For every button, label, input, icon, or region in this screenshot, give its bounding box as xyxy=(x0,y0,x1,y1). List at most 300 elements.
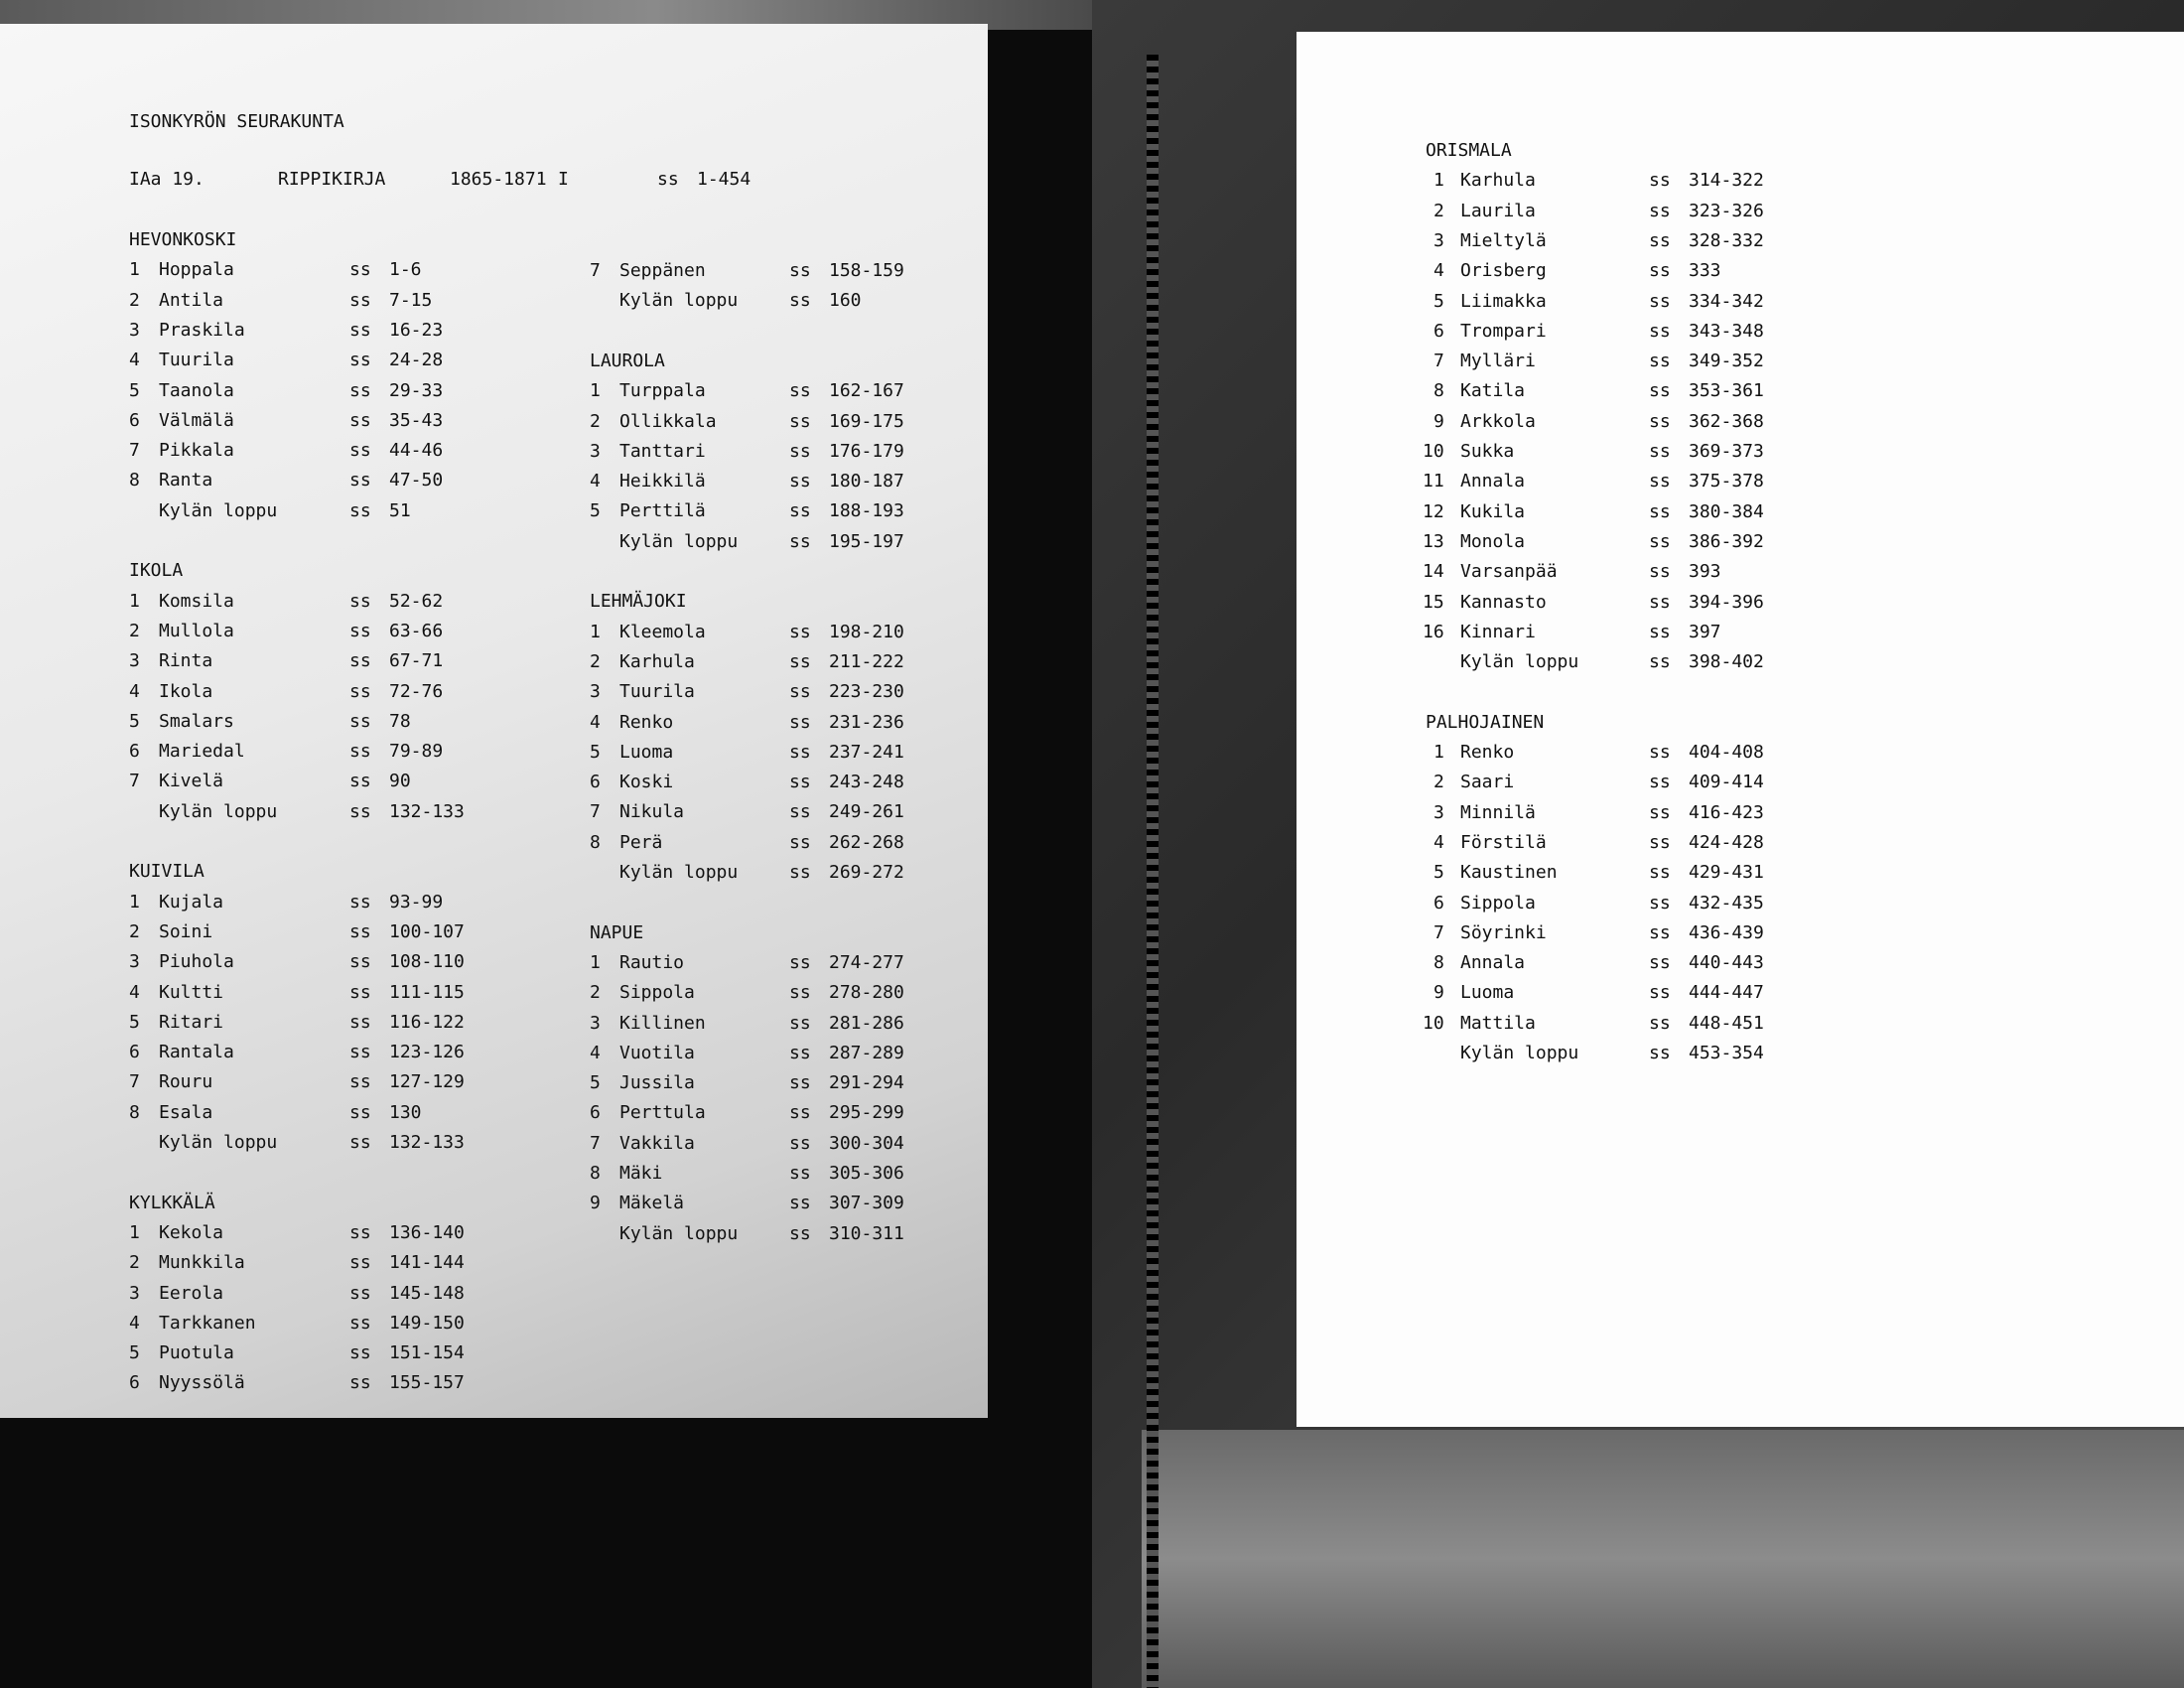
entry-number: 12 xyxy=(1423,500,1444,522)
volume-code: IAa 19. xyxy=(129,169,205,190)
pages-prefix: ss xyxy=(349,1312,371,1334)
pages-prefix: ss xyxy=(349,620,371,641)
entry-number: 3 xyxy=(590,440,601,462)
farm-name: Sippola xyxy=(1460,892,1536,914)
pages-prefix: ss xyxy=(1649,229,1671,251)
pages-prefix: ss xyxy=(789,290,811,312)
book-volume: I xyxy=(558,169,569,190)
pages-prefix: ss xyxy=(349,680,371,702)
page-range: 349-352 xyxy=(1689,351,1764,372)
farm-name: Karhula xyxy=(619,650,695,672)
farm-name: Kinnari xyxy=(1460,621,1536,642)
farm-name: Heikkilä xyxy=(619,471,706,492)
farm-name: Kylän loppu xyxy=(1460,651,1579,673)
page-range: 67-71 xyxy=(389,650,444,672)
farm-name: Kultti xyxy=(159,981,224,1003)
farm-name: Taanola xyxy=(159,379,234,401)
entry-number: 7 xyxy=(590,260,601,281)
page-range: 380-384 xyxy=(1689,500,1764,522)
village-heading: HEVONKOSKI xyxy=(129,229,237,250)
pages-prefix: ss xyxy=(789,471,811,492)
pages-prefix: ss xyxy=(349,499,371,521)
page-range: 180-187 xyxy=(829,471,904,492)
page-range: 24-28 xyxy=(389,350,444,371)
farm-name: Esala xyxy=(159,1101,213,1123)
page-range: 307-309 xyxy=(829,1193,904,1214)
page-range: 334-342 xyxy=(1689,290,1764,312)
page-range: 287-289 xyxy=(829,1042,904,1063)
farm-name: Liimakka xyxy=(1460,290,1547,312)
entry-number: 3 xyxy=(129,1282,140,1304)
page-range: 453-354 xyxy=(1689,1043,1764,1063)
farm-name: Vakkila xyxy=(619,1132,695,1154)
entry-number: 6 xyxy=(129,409,140,431)
entry-number: 4 xyxy=(1433,260,1444,282)
entry-number: 2 xyxy=(590,982,601,1004)
page-range: 362-368 xyxy=(1689,410,1764,432)
page-range: 108-110 xyxy=(389,951,465,973)
pages-prefix: ss xyxy=(789,1163,811,1184)
page-range: 29-33 xyxy=(389,379,444,401)
page-range: 7-15 xyxy=(389,289,433,311)
farm-name: Soini xyxy=(159,920,213,942)
entry-number: 3 xyxy=(129,319,140,341)
farm-name: Koski xyxy=(619,772,674,793)
farm-name: Katila xyxy=(1460,380,1526,402)
binding-spine xyxy=(1147,55,1159,1688)
entry-number: 6 xyxy=(129,741,140,763)
entry-number: 15 xyxy=(1423,591,1444,613)
farm-name: Luoma xyxy=(1460,982,1515,1004)
farm-name: Mylläri xyxy=(1460,351,1536,372)
farm-name: Praskila xyxy=(159,319,245,341)
farm-name: Kylän loppu xyxy=(1460,1043,1579,1063)
pages-prefix: ss xyxy=(789,951,811,973)
entry-number: 3 xyxy=(590,1012,601,1034)
page-range: 333 xyxy=(1689,260,1721,282)
page-range: 328-332 xyxy=(1689,229,1764,251)
entry-number: 6 xyxy=(1433,892,1444,914)
page-range: 158-159 xyxy=(829,260,904,281)
page-range: 1-6 xyxy=(389,259,422,281)
page-range: 176-179 xyxy=(829,440,904,462)
farm-name: Tanttari xyxy=(619,440,706,462)
pages-prefix: ss xyxy=(789,772,811,793)
farm-name: Munkkila xyxy=(159,1252,245,1274)
entry-number: 10 xyxy=(1423,441,1444,462)
farm-name: Turppala xyxy=(619,380,706,402)
pages-prefix: ss xyxy=(1649,441,1671,462)
entry-number: 6 xyxy=(129,1372,140,1394)
page-range: 269-272 xyxy=(829,862,904,883)
page-range: 160 xyxy=(829,290,862,312)
pages-prefix: ss xyxy=(789,1102,811,1124)
farm-name: Arkkola xyxy=(1460,410,1536,432)
page-range: 398-402 xyxy=(1689,651,1764,673)
village-heading: KYLKKÄLÄ xyxy=(129,1192,215,1213)
pages-prefix: ss xyxy=(1649,831,1671,853)
farm-name: Mäkelä xyxy=(619,1193,685,1214)
entry-number: 5 xyxy=(1433,862,1444,884)
farm-name: Kylän loppu xyxy=(159,1132,278,1153)
page-range: 72-76 xyxy=(389,680,444,702)
page-range: 149-150 xyxy=(389,1312,465,1334)
farm-name: Laurila xyxy=(1460,200,1536,221)
farm-name: Ritari xyxy=(159,1011,224,1033)
pages-prefix: ss xyxy=(349,891,371,913)
entry-number: 5 xyxy=(590,1072,601,1094)
entry-number: 1 xyxy=(1433,742,1444,763)
pages-prefix: ss xyxy=(1649,260,1671,282)
pages-prefix: ss xyxy=(789,681,811,703)
entry-number: 13 xyxy=(1423,530,1444,552)
page-range: 51 xyxy=(389,499,411,521)
page-range: 278-280 xyxy=(829,982,904,1004)
background-bottom-right xyxy=(1142,1430,2184,1688)
page-range: 424-428 xyxy=(1689,831,1764,853)
page-range: 132-133 xyxy=(389,1132,465,1153)
village-heading: LEHMÄJOKI xyxy=(590,591,687,613)
pages-prefix: ss xyxy=(1649,351,1671,372)
page-range: 35-43 xyxy=(389,409,444,431)
pages-prefix: ss xyxy=(1649,200,1671,221)
farm-name: Sukka xyxy=(1460,441,1515,462)
pages-prefix: ss xyxy=(789,801,811,823)
farm-name: Minnilä xyxy=(1460,801,1536,823)
entry-number: 4 xyxy=(590,471,601,492)
entry-number: 6 xyxy=(129,1042,140,1063)
farm-name: Perttilä xyxy=(619,500,706,522)
entry-number: 1 xyxy=(129,259,140,281)
page-range: 300-304 xyxy=(829,1132,904,1154)
book-pages: 1-454 xyxy=(697,169,751,190)
page-range: 90 xyxy=(389,771,411,792)
farm-name: Varsanpää xyxy=(1460,561,1558,583)
farm-name: Kylän loppu xyxy=(619,290,739,312)
pages-prefix: ss xyxy=(349,1042,371,1063)
pages-prefix: ss xyxy=(1649,892,1671,914)
page-range: 375-378 xyxy=(1689,471,1764,492)
entry-number: 3 xyxy=(129,650,140,672)
farm-name: Jussila xyxy=(619,1072,695,1094)
farm-name: Mieltylä xyxy=(1460,229,1547,251)
pages-prefix: ss xyxy=(1649,651,1671,673)
page-range: 141-144 xyxy=(389,1252,465,1274)
pages-prefix: ss xyxy=(1649,591,1671,613)
page-range: 188-193 xyxy=(829,500,904,522)
pages-prefix: ss xyxy=(349,1071,371,1093)
pages-prefix: ss xyxy=(349,470,371,492)
pages-prefix: ss xyxy=(789,1222,811,1244)
village-heading: PALHOJAINEN xyxy=(1426,711,1545,733)
entry-number: 9 xyxy=(590,1193,601,1214)
farm-name: Pikkala xyxy=(159,440,234,462)
pages-prefix: ss xyxy=(1649,742,1671,763)
farm-name: Renko xyxy=(1460,742,1515,763)
farm-name: Antila xyxy=(159,289,224,311)
entry-number: 5 xyxy=(129,1342,140,1364)
pages-prefix: ss xyxy=(789,862,811,883)
entry-number: 7 xyxy=(590,801,601,823)
page-range: 130 xyxy=(389,1101,422,1123)
entry-number: 5 xyxy=(590,741,601,763)
entry-number: 1 xyxy=(590,951,601,973)
page-range: 409-414 xyxy=(1689,772,1764,793)
pages-prefix: ss xyxy=(349,951,371,973)
page-range: 155-157 xyxy=(389,1372,465,1394)
entry-number: 8 xyxy=(129,470,140,492)
village-heading: KUIVILA xyxy=(129,861,205,883)
pages-prefix: ss xyxy=(789,410,811,432)
pages-prefix: ss xyxy=(349,319,371,341)
pages-prefix: ss xyxy=(1649,471,1671,492)
page-range: 44-46 xyxy=(389,440,444,462)
entry-number: 16 xyxy=(1423,621,1444,642)
pages-prefix: ss xyxy=(1649,621,1671,642)
entry-number: 2 xyxy=(590,650,601,672)
pages-prefix: ss xyxy=(349,440,371,462)
pages-prefix: ss xyxy=(1649,801,1671,823)
pages-prefix: ss xyxy=(789,530,811,552)
page-range: 111-115 xyxy=(389,981,465,1003)
farm-name: Rantala xyxy=(159,1042,234,1063)
pages-prefix: ss xyxy=(349,741,371,763)
entry-number: 6 xyxy=(590,772,601,793)
entry-number: 3 xyxy=(590,681,601,703)
entry-number: 8 xyxy=(1433,952,1444,974)
page-range: 394-396 xyxy=(1689,591,1764,613)
pages-prefix: ss xyxy=(789,650,811,672)
page-range: 432-435 xyxy=(1689,892,1764,914)
page-range: 237-241 xyxy=(829,741,904,763)
entry-number: 4 xyxy=(590,711,601,733)
pages-prefix: ss xyxy=(1649,290,1671,312)
page-range: 369-373 xyxy=(1689,441,1764,462)
page-range: 195-197 xyxy=(829,530,904,552)
entry-number: 2 xyxy=(129,1252,140,1274)
entry-number: 9 xyxy=(1433,982,1444,1004)
page-range: 314-322 xyxy=(1689,170,1764,192)
entry-number: 6 xyxy=(1433,320,1444,342)
pages-prefix: ss xyxy=(349,1132,371,1153)
farm-name: Annala xyxy=(1460,952,1526,974)
farm-name: Vuotila xyxy=(619,1042,695,1063)
pages-prefix: ss xyxy=(349,590,371,612)
page-range: 243-248 xyxy=(829,772,904,793)
pages-prefix: ss xyxy=(1649,921,1671,943)
entry-number: 1 xyxy=(590,621,601,642)
farm-name: Eerola xyxy=(159,1282,224,1304)
book-years: 1865-1871 xyxy=(450,169,547,190)
pages-prefix: ss xyxy=(789,711,811,733)
farm-name: Killinen xyxy=(619,1012,706,1034)
farm-name: Saari xyxy=(1460,772,1515,793)
entry-number: 2 xyxy=(129,289,140,311)
entry-number: 5 xyxy=(129,1011,140,1033)
village-heading: IKOLA xyxy=(129,560,184,582)
farm-name: Mäki xyxy=(619,1163,663,1184)
page-range: 136-140 xyxy=(389,1221,465,1243)
pages-prefix: ss xyxy=(789,440,811,462)
farm-name: Mattila xyxy=(1460,1012,1536,1034)
village-heading: ORISMALA xyxy=(1426,140,1512,161)
page-range: 231-236 xyxy=(829,711,904,733)
entry-number: 7 xyxy=(129,1071,140,1093)
farm-name: Rouru xyxy=(159,1071,213,1093)
pages-prefix: ss xyxy=(349,1101,371,1123)
entry-number: 7 xyxy=(590,1132,601,1154)
entry-number: 4 xyxy=(129,1312,140,1334)
entry-number: 8 xyxy=(590,1163,601,1184)
pages-prefix: ss xyxy=(1649,170,1671,192)
pages-prefix: ss xyxy=(657,169,679,190)
farm-name: Perttula xyxy=(619,1102,706,1124)
farm-name: Tuurila xyxy=(619,681,695,703)
entry-number: 3 xyxy=(129,951,140,973)
pages-prefix: ss xyxy=(789,741,811,763)
page-range: 127-129 xyxy=(389,1071,465,1093)
entry-number: 1 xyxy=(129,590,140,612)
farm-name: Kleemola xyxy=(619,621,706,642)
page-range: 262-268 xyxy=(829,831,904,853)
pages-prefix: ss xyxy=(1649,530,1671,552)
pages-prefix: ss xyxy=(1649,862,1671,884)
entry-number: 7 xyxy=(1433,351,1444,372)
pages-prefix: ss xyxy=(349,379,371,401)
farm-name: Kylän loppu xyxy=(159,499,278,521)
farm-name: Förstilä xyxy=(1460,831,1547,853)
farm-name: Kylän loppu xyxy=(619,862,739,883)
parish-title: ISONKYRÖN SEURAKUNTA xyxy=(129,111,344,132)
farm-name: Nikula xyxy=(619,801,685,823)
page-range: 249-261 xyxy=(829,801,904,823)
page-range: 291-294 xyxy=(829,1072,904,1094)
farm-name: Smalars xyxy=(159,710,234,732)
entry-number: 4 xyxy=(129,680,140,702)
entry-number: 2 xyxy=(590,410,601,432)
page-range: 123-126 xyxy=(389,1042,465,1063)
pages-prefix: ss xyxy=(1649,380,1671,402)
farm-name: Seppänen xyxy=(619,260,706,281)
entry-number: 5 xyxy=(590,500,601,522)
pages-prefix: ss xyxy=(349,259,371,281)
page-range: 436-439 xyxy=(1689,921,1764,943)
page-range: 52-62 xyxy=(389,590,444,612)
entry-number: 8 xyxy=(590,831,601,853)
book-type: RIPPIKIRJA xyxy=(278,169,386,190)
pages-prefix: ss xyxy=(349,1221,371,1243)
pages-prefix: ss xyxy=(349,1011,371,1033)
entry-number: 7 xyxy=(129,771,140,792)
page-range: 404-408 xyxy=(1689,742,1764,763)
farm-name: Söyrinki xyxy=(1460,921,1547,943)
page-range: 100-107 xyxy=(389,920,465,942)
page-range: 116-122 xyxy=(389,1011,465,1033)
pages-prefix: ss xyxy=(1649,952,1671,974)
page-range: 223-230 xyxy=(829,681,904,703)
page-range: 151-154 xyxy=(389,1342,465,1364)
entry-number: 10 xyxy=(1423,1012,1444,1034)
pages-prefix: ss xyxy=(349,650,371,672)
pages-prefix: ss xyxy=(1649,772,1671,793)
farm-name: Kylän loppu xyxy=(619,1222,739,1244)
page-range: 169-175 xyxy=(829,410,904,432)
entry-number: 14 xyxy=(1423,561,1444,583)
farm-name: Annala xyxy=(1460,471,1526,492)
page-range: 323-326 xyxy=(1689,200,1764,221)
entry-number: 2 xyxy=(1433,772,1444,793)
village-heading: NAPUE xyxy=(590,921,644,943)
entry-number: 5 xyxy=(129,379,140,401)
village-heading: LAUROLA xyxy=(590,350,665,371)
entry-number: 4 xyxy=(129,981,140,1003)
pages-prefix: ss xyxy=(1649,410,1671,432)
pages-prefix: ss xyxy=(349,1282,371,1304)
page-range: 310-311 xyxy=(829,1222,904,1244)
page-range: 429-431 xyxy=(1689,862,1764,884)
farm-name: Hoppala xyxy=(159,259,234,281)
farm-name: Karhula xyxy=(1460,170,1536,192)
farm-name: Mullola xyxy=(159,620,234,641)
page-range: 162-167 xyxy=(829,380,904,402)
entry-number: 2 xyxy=(129,620,140,641)
farm-name: Rautio xyxy=(619,951,685,973)
farm-name: Piuhola xyxy=(159,951,234,973)
page-range: 16-23 xyxy=(389,319,444,341)
page-range: 448-451 xyxy=(1689,1012,1764,1034)
entry-number: 1 xyxy=(590,380,601,402)
entry-number: 3 xyxy=(1433,801,1444,823)
page-range: 444-447 xyxy=(1689,982,1764,1004)
entry-number: 7 xyxy=(1433,921,1444,943)
entry-number: 6 xyxy=(590,1102,601,1124)
pages-prefix: ss xyxy=(789,1132,811,1154)
entry-number: 1 xyxy=(1433,170,1444,192)
farm-name: Kekola xyxy=(159,1221,224,1243)
pages-prefix: ss xyxy=(789,982,811,1004)
page-range: 211-222 xyxy=(829,650,904,672)
pages-prefix: ss xyxy=(1649,1012,1671,1034)
farm-name: Monola xyxy=(1460,530,1526,552)
pages-prefix: ss xyxy=(349,289,371,311)
farm-name: Kujala xyxy=(159,891,224,913)
page-range: 353-361 xyxy=(1689,380,1764,402)
entry-number: 3 xyxy=(1433,229,1444,251)
farm-name: Tarkkanen xyxy=(159,1312,256,1334)
entry-number: 2 xyxy=(1433,200,1444,221)
pages-prefix: ss xyxy=(349,920,371,942)
page-range: 93-99 xyxy=(389,891,444,913)
farm-name: Kivelä xyxy=(159,771,224,792)
pages-prefix: ss xyxy=(1649,500,1671,522)
page-range: 386-392 xyxy=(1689,530,1764,552)
farm-name: Kylän loppu xyxy=(619,530,739,552)
entry-number: 4 xyxy=(129,350,140,371)
page-range: 47-50 xyxy=(389,470,444,492)
page-range: 295-299 xyxy=(829,1102,904,1124)
pages-prefix: ss xyxy=(349,771,371,792)
page-range: 78 xyxy=(389,710,411,732)
entry-number: 1 xyxy=(129,1221,140,1243)
pages-prefix: ss xyxy=(349,800,371,822)
pages-prefix: ss xyxy=(349,350,371,371)
pages-prefix: ss xyxy=(349,981,371,1003)
entry-number: 2 xyxy=(129,920,140,942)
farm-name: Kukila xyxy=(1460,500,1526,522)
page-range: 132-133 xyxy=(389,800,465,822)
entry-number: 11 xyxy=(1423,471,1444,492)
farm-name: Perä xyxy=(619,831,663,853)
